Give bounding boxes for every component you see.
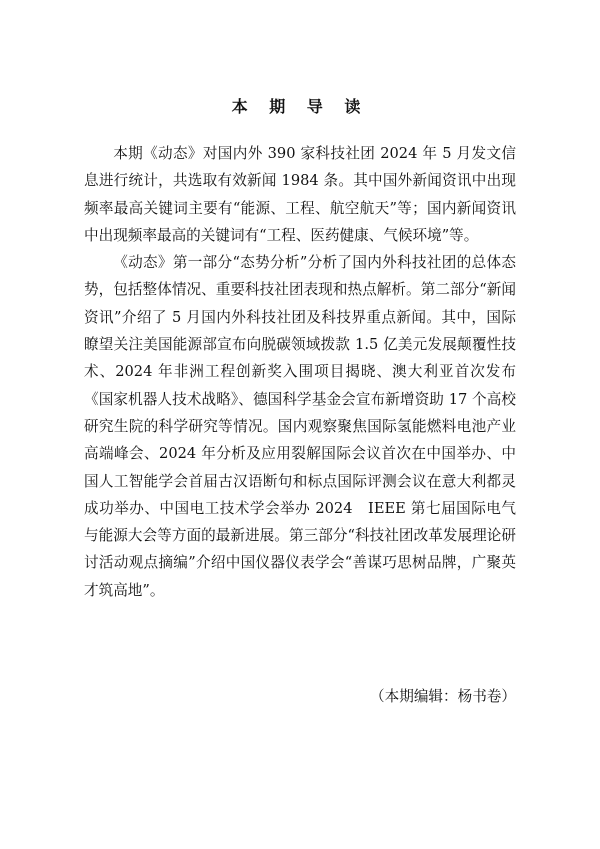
paragraph-summary: 本期《动态》对国内外 390 家科技社团 2024 年 5 月发文信息进行统计，共选取有效新闻 1984 条。其中国外新闻资讯中出现频率最高关键词主要有“能源、工程、航空航天”等；国内新闻资讯中出现频率最高的关键词有“工程、医药健康、气候环境”等。 <box>84 145 516 244</box>
paragraph-sections: 《动态》第一部分“态势分析”分析了国内外科技社团的总体态势，包括整体情况、重要科技社团表现和热点解析。第二部分“新闻资讯”介绍了 5 月国内外科技社团及科技界重点新闻。其中，国际瞭望关注美国能源部宣布向脱碳领域拨款 1.5 亿美元发展颠覆性技术、2024 年非洲工程创新奖入围项目揭晓、澳大利亚首次发布《国家机器人技术战略》、德国科学基金会宣布新增资助 17 个高校研究生院的科学研究等情况。国内观察聚焦国际氢能燃料电池产业高端峰会、2024 年分析及应用裂解国际会议首次在中国举办、中国人工智能学会首届古汉语断句和标点国际评测会议在意大利都灵成功举办、中国电工技术学会举办 2024 IEEE 第七届国际电气与能源大会等方面的最新进展。第三部分“科技社团改革发展理论研讨活动观点摘编”介绍中国仪器仪表学会“善谋巧思树品牌，广聚英才筑高地”。 <box>84 254 516 599</box>
page-title: 本 期 导 读 <box>231 97 369 116</box>
article-body <box>84 140 516 604</box>
editor-credit: （本期编辑：杨书卷） <box>370 688 516 705</box>
